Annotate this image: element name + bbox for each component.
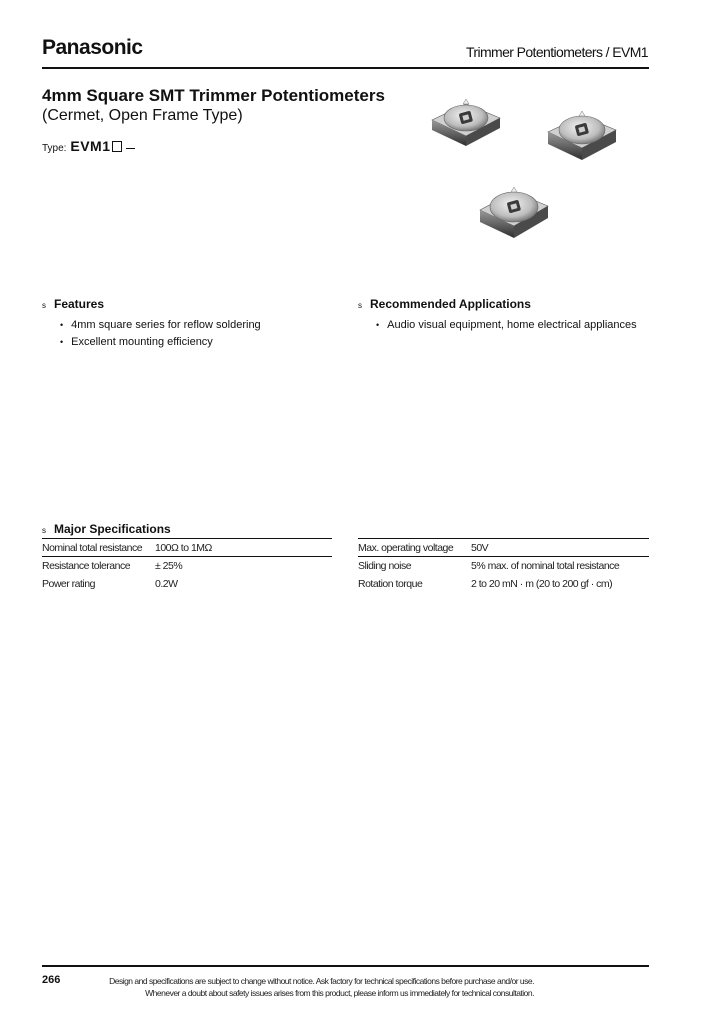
features-marker: s: [42, 301, 46, 310]
spec-label: Resistance tolerance: [42, 560, 131, 572]
table-row: [358, 575, 649, 593]
footer-note-line-1: Design and specifications are subject to change without notice. Ask factory for technical specifications before purchase and/or use.: [109, 976, 534, 986]
features-heading: [42, 297, 342, 311]
brand-logo: Panasonic: [42, 36, 143, 59]
applications-marker: s: [358, 301, 362, 310]
footer-note-line-2: Whenever a doubt about safety issues arises from this product, please inform us immediately for technical consultation.: [145, 988, 534, 998]
footer-divider: [42, 965, 649, 967]
specs-heading: [42, 522, 171, 536]
features-heading-text: Features: [54, 297, 105, 311]
header-category: Trimmer Potentiometers / EVM1: [465, 44, 648, 60]
specs-table-right: [358, 539, 649, 593]
spec-label: Power rating: [42, 578, 95, 590]
spec-label: Max. operating voltage: [358, 542, 454, 554]
footer-note: [109, 975, 534, 999]
table-row: [42, 575, 332, 593]
list-item: • 4mm square series for reflow soldering: [60, 317, 342, 334]
spec-value: 2 to 20 mN · m (20 to 200 gf · cm): [471, 578, 613, 590]
type-placeholder-box: [112, 141, 122, 152]
list-item: • Audio visual equipment, home electrical appliances: [376, 317, 658, 334]
spec-value: ± 25%: [155, 560, 183, 572]
spec-value: 5% max. of nominal total resistance: [471, 560, 620, 572]
type-prefix: Type:: [42, 143, 67, 154]
header-divider: [42, 67, 649, 69]
applications-section: [358, 297, 658, 334]
page-subtitle: (Cermet, Open Frame Type): [42, 107, 243, 124]
list-item: • Excellent mounting efficiency: [60, 334, 342, 351]
potentiometer-photo-3: [480, 187, 548, 238]
potentiometer-photo-2: [548, 111, 616, 160]
applications-list: [358, 317, 658, 334]
type-placeholder-blank: [126, 148, 135, 149]
table-row: [42, 539, 332, 557]
type-designation: [42, 138, 135, 154]
spec-value: 100Ω to 1MΩ: [155, 542, 212, 554]
spec-label: Rotation torque: [358, 578, 423, 590]
table-row: [42, 557, 332, 575]
features-list: [42, 317, 342, 351]
features-section: [42, 297, 342, 351]
type-code: EVM1: [70, 138, 111, 154]
product-photos: [428, 92, 658, 252]
applications-heading: [358, 297, 658, 311]
specs-table-left: [42, 539, 332, 593]
table-row: [358, 539, 649, 557]
specs-marker: s: [42, 526, 46, 535]
table-row: [358, 557, 649, 575]
page-title: 4mm Square SMT Trimmer Potentiometers: [42, 86, 385, 105]
spec-label: Nominal total resistance: [42, 542, 143, 554]
applications-heading-text: Recommended Applications: [370, 297, 531, 311]
page-number: 266: [42, 974, 61, 986]
specs-heading-text: Major Specifications: [54, 522, 171, 536]
spec-value: 0.2W: [155, 578, 178, 590]
spec-value: 50V: [471, 542, 489, 554]
potentiometer-photo-1: [432, 99, 500, 146]
spec-label: Sliding noise: [358, 560, 412, 572]
